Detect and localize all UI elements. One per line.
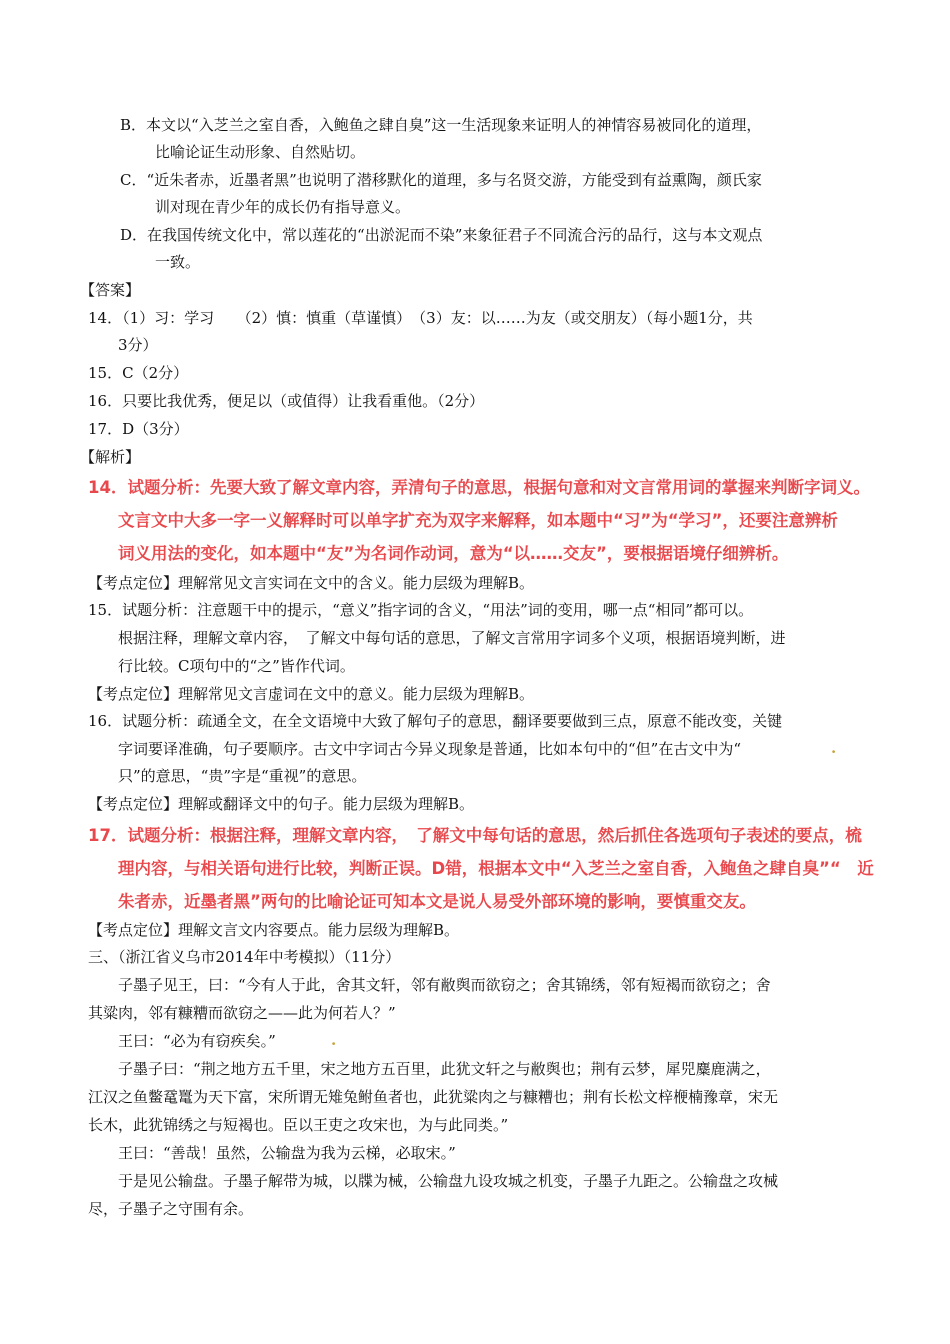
analysis-17-line-3: 朱者赤，近墨者黑”两句的比喻论证可知本文是说人易受外部环境的影响，要慎重交友。	[118, 892, 756, 911]
analysis-header: 【解析】	[80, 448, 141, 466]
passage-p1-line-1: 子墨子见王，曰：“今有人于此，舍其文轩，邻有敝舆而欲窃之；舍其锦绣，邻有短褐而欲窃之；舍	[118, 976, 771, 994]
analysis-15-line-2: 根据注释，理解文章内容， 了解文中每句话的意思，了解文言常用字词多个义项，根据语境判断，进	[118, 629, 786, 647]
passage-p2: 王曰：“必为有窃疾矣。”	[118, 1032, 276, 1050]
option-c-line-2: 训对现在青少年的成长仍有指导意义。	[155, 198, 411, 216]
analysis-16-line-3: 只”的意思，“贵”字是“重视”的意思。	[118, 767, 367, 785]
option-b-line-1: B．本文以“入芝兰之室自香，入鲍鱼之肆自臭”这一生活现象来证明人的神情容易被同化的道理，	[120, 116, 762, 134]
analysis-15-line-3: 行比较。C项句中的“之”皆作代词。	[118, 657, 355, 675]
answer-14-line-1: 14．（1）习：学习 （2）慎：慎重（草谨慎） （3）友：以……为友（或交朋友）（每小题1分，共	[88, 309, 753, 327]
passage-p3-line-2: 江汉之鱼鳖鼋鼍为天下富，宋所谓无雉兔鲋鱼者也，此犹粱肉之与糠糟也；荆有长松文梓楩楠豫章，宋无	[88, 1088, 779, 1106]
section-3-title: 三、（浙江省义乌市2014年中考模拟）（11分）	[88, 948, 401, 966]
answer-header: 【答案】	[80, 281, 141, 299]
option-b-line-2: 比喻论证生动形象、自然贴切。	[155, 143, 366, 161]
analysis-14-line-1: 14．试题分析：先要大致了解文章内容，弄清句子的意思，根据句意和对文言常用词的掌握来判断字词义。	[88, 478, 870, 497]
keypoint-16: 【考点定位】理解或翻译文中的句子。能力层级为理解B。	[88, 795, 475, 813]
keypoint-15: 【考点定位】理解常见文言虚词在文中的意义。能力层级为理解B。	[88, 685, 535, 703]
keypoint-17: 【考点定位】理解文言文内容要点。能力层级为理解B。	[88, 921, 460, 939]
passage-p3-line-3: 长木，此犹锦绣之与短褐也。臣以王吏之攻宋也，为与此同类。”	[88, 1116, 509, 1134]
analysis-14-line-3: 词义用法的变化，如本题中“友”为名词作动词，意为“以……交友”，要根据语境仔细辨析。	[118, 544, 789, 563]
stray-dot-mark: .	[831, 739, 837, 757]
option-c-line-1: C．“近朱者赤，近墨者黑”也说明了潜移默化的道理，多与名贤交游，方能受到有益熏陶，颜氏家	[120, 171, 762, 189]
passage-p5-line-2: 尽，子墨子之守围有余。	[88, 1200, 254, 1218]
answer-14-line-2: 3分）	[118, 336, 158, 354]
answer-16: 16．只要比我优秀，便足以（或值得）让我看重他。（2分）	[88, 392, 485, 410]
answer-15: 15．C（2分）	[88, 364, 189, 382]
option-d-line-1: D．在我国传统文化中，常以莲花的“出淤泥而不染”来象征君子不同流合污的品行，这与本文观点	[120, 226, 763, 244]
analysis-15-line-1: 15．试题分析：注意题干中的提示，“意义”指字词的含义，“用法”词的变用，哪一点“相同”都可以。	[88, 601, 754, 619]
option-d-line-2: 一致。	[155, 253, 201, 271]
analysis-17-line-1: 17．试题分析：根据注释，理解文章内容， 了解文中每句话的意思，然后抓住各选项句子表述的要点，梳	[88, 826, 862, 845]
keypoint-14: 【考点定位】理解常见文言实词在文中的含义。能力层级为理解B。	[88, 574, 535, 592]
passage-p4: 王曰：“善哉！虽然，公输盘为我为云梯，必取宋。”	[118, 1144, 456, 1162]
analysis-16-line-2: 字词要译准确，句子要顺序。古文中字词古今异义现象是普通，比如本句中的“但”在古文中为“	[118, 740, 742, 758]
stray-dot-mark: .	[331, 1031, 337, 1049]
passage-p3-line-1: 子墨子曰：“荆之地方五千里，宋之地方五百里，此犹文轩之与敝舆也；荆有云梦，犀兕麋鹿满之，	[118, 1060, 771, 1078]
analysis-16-line-1: 16．试题分析：疏通全文，在全文语境中大致了解句子的意思，翻译要要做到三点，原意不能改变，关键	[88, 712, 783, 730]
analysis-17-line-2: 理内容，与相关语句进行比较，判断正误。D错，根据本文中“入芝兰之室自香，入鲍鱼之肆自臭”“ 近	[118, 859, 874, 878]
answer-17: 17．D（3分）	[88, 420, 189, 438]
analysis-14-line-2: 文言文中大多一字一义解释时可以单字扩充为双字来解释，如本题中“习”为“学习”，还要注意辨析	[118, 511, 838, 530]
passage-p5-line-1: 于是见公输盘。子墨子解带为城，以牒为械，公输盘九设攻城之机变，子墨子九距之。公输盘之攻械	[118, 1172, 779, 1190]
passage-p1-line-2: 其粱肉，邻有糠糟而欲窃之——此为何若人？”	[88, 1004, 396, 1022]
